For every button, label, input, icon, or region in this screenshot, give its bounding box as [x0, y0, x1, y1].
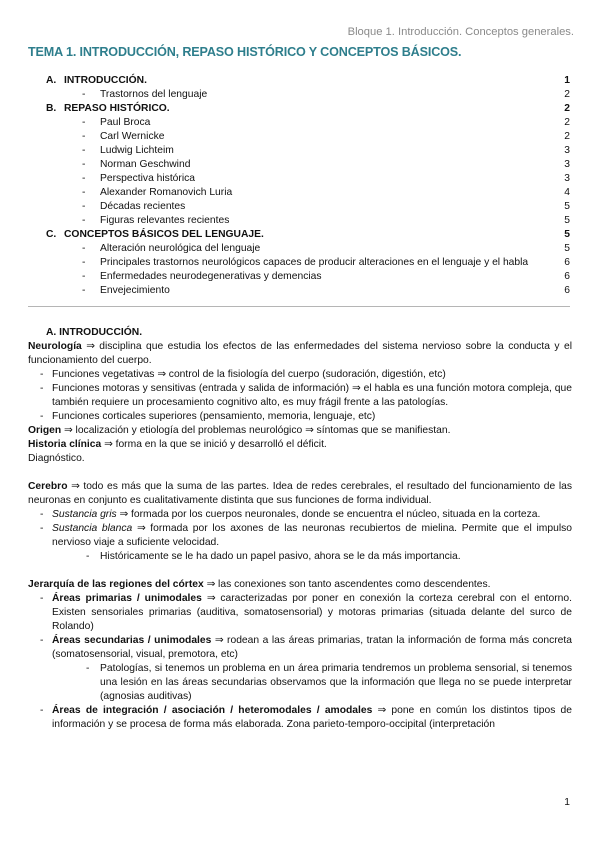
paragraph-cerebro: Cerebro ⇒ todo es más que la suma de las partes. Idea de redes cerebrales, el resultado del funcionamiento de las neuronas en conjunto es cualitativamente distinta que sus funciones de forma individual. — [28, 481, 572, 506]
toc-item[interactable]: - Principales trastornos neurológicos capaces de producir alteraciones en el lenguaje y el habla 6 — [82, 257, 570, 268]
divider — [28, 306, 570, 307]
toc-item[interactable]: - Alexander Romanovich Luria 4 — [82, 187, 570, 198]
toc-label: REPASO HISTÓRICO. — [64, 103, 170, 114]
toc-item[interactable]: - Envejecimiento 6 — [82, 285, 570, 296]
sub-list-item: - Patologías, si tenemos un problema en un área primaria tendremos un problema sensorial, si tenemos una lesión en las áreas secundarias observamos que la información que llega no se puede interpretar (agnosias auditivas) — [86, 663, 572, 702]
paragraph-neurologia: Neurología ⇒ disciplina que estudia los efectos de las enfermedades del sistema nervioso sobre la conducta y el funcionamiento del cuerpo. — [28, 341, 572, 366]
toc-item[interactable]: - Figuras relevantes recientes 5 — [82, 215, 570, 226]
list-item: - Sustancia gris ⇒ formada por los cuerpos neuronales, donde se encuentra el núcleo, situada en la corteza. — [40, 509, 541, 520]
toc-label: CONCEPTOS BÁSICOS DEL LENGUAJE. — [64, 229, 264, 240]
toc-item[interactable]: - Carl Wernicke 2 — [82, 131, 570, 142]
toc-item[interactable]: - Norman Geschwind 3 — [82, 159, 570, 170]
toc-item[interactable]: - Perspectiva histórica 3 — [82, 173, 570, 184]
toc-item[interactable]: - Alteración neurológica del lenguaje 5 — [82, 243, 570, 254]
list-item: - Funciones corticales superiores (pensamiento, memoria, lenguaje, etc) — [40, 411, 376, 422]
list-item: - Áreas secundarias / unimodales ⇒ rodean a las áreas primarias, tratan la información de forma más concreta (somatosensorial, visual, premotora, etc) — [40, 635, 572, 660]
toc-item[interactable]: - Paul Broca 2 — [82, 117, 570, 128]
toc-item[interactable]: - Enfermedades neurodegenerativas y demencias 6 — [82, 271, 570, 282]
document-body — [28, 326, 572, 732]
toc-item[interactable]: - Décadas recientes 5 — [82, 201, 570, 212]
paragraph-jerarquia: Jerarquía de las regiones del córtex ⇒ las conexiones son tanto ascendentes como descendentes. — [28, 579, 491, 590]
toc-page: 5 — [564, 229, 570, 240]
section-heading: A. INTRODUCCIÓN. — [46, 327, 143, 338]
toc-item[interactable]: - Ludwig Lichteim 3 — [82, 145, 570, 156]
running-header: Bloque 1. Introducción. Conceptos generales. — [347, 26, 574, 38]
page-title: TEMA 1. INTRODUCCIÓN, REPASO HISTÓRICO Y CONCEPTOS BÁSICOS. — [28, 45, 462, 59]
page-number: 1 — [564, 797, 570, 808]
toc-section-b[interactable]: B. REPASO HISTÓRICO. 2 — [46, 103, 570, 114]
toc-page: 2 — [564, 103, 570, 114]
paragraph-origen: Origen ⇒ localización y etiología del problemas neurológico ⇒ síntomas que se manifiestan. — [28, 425, 451, 436]
sub-list-item: - Históricamente se le ha dado un papel pasivo, ahora se le da más importancia. — [86, 551, 461, 562]
list-item: - Áreas de integración / asociación / heteromodales / amodales ⇒ pone en común los distintos tipos de información y se procesa de forma más elaborada. Zona parieto-temporo-occipital (interpretación — [40, 705, 572, 730]
toc-section-c[interactable]: C. CONCEPTOS BÁSICOS DEL LENGUAJE. 5 — [46, 229, 570, 240]
toc-section-a[interactable]: A. INTRODUCCIÓN. 1 — [46, 75, 570, 86]
list-item: - Funciones vegetativas ⇒ control de la fisiología del cuerpo (sudoración, digestión, etc) — [40, 369, 446, 380]
paragraph-historia: Historia clínica ⇒ forma en la que se inició y desarrolló el déficit. — [28, 439, 327, 450]
paragraph-diagnostico: Diagnóstico. — [28, 453, 85, 464]
list-item: - Sustancia blanca ⇒ formada por los axones de las neuronas recubiertos de mielina. Permite que el impulso nervioso viaje a suficiente velocidad. — [40, 523, 572, 548]
toc-page: 1 — [564, 75, 570, 86]
toc-label: INTRODUCCIÓN. — [64, 75, 147, 86]
list-item: - Funciones motoras y sensitivas (entrada y salida de información) ⇒ el habla es una función motora compleja, que también requiere un procesamiento cognitivo alto, es muy frágil frente a las patologías. — [40, 383, 572, 408]
toc-item[interactable]: - Trastornos del lenguaje 2 — [82, 89, 570, 100]
list-item: - Áreas primarias / unimodales ⇒ caracterizadas por poner en conexión la corteza cerebral con el entorno. Existen sensoriales primarias (auditiva, somatosensorial) y motoras primarias (situada delante del surco de Rolando) — [40, 593, 572, 632]
